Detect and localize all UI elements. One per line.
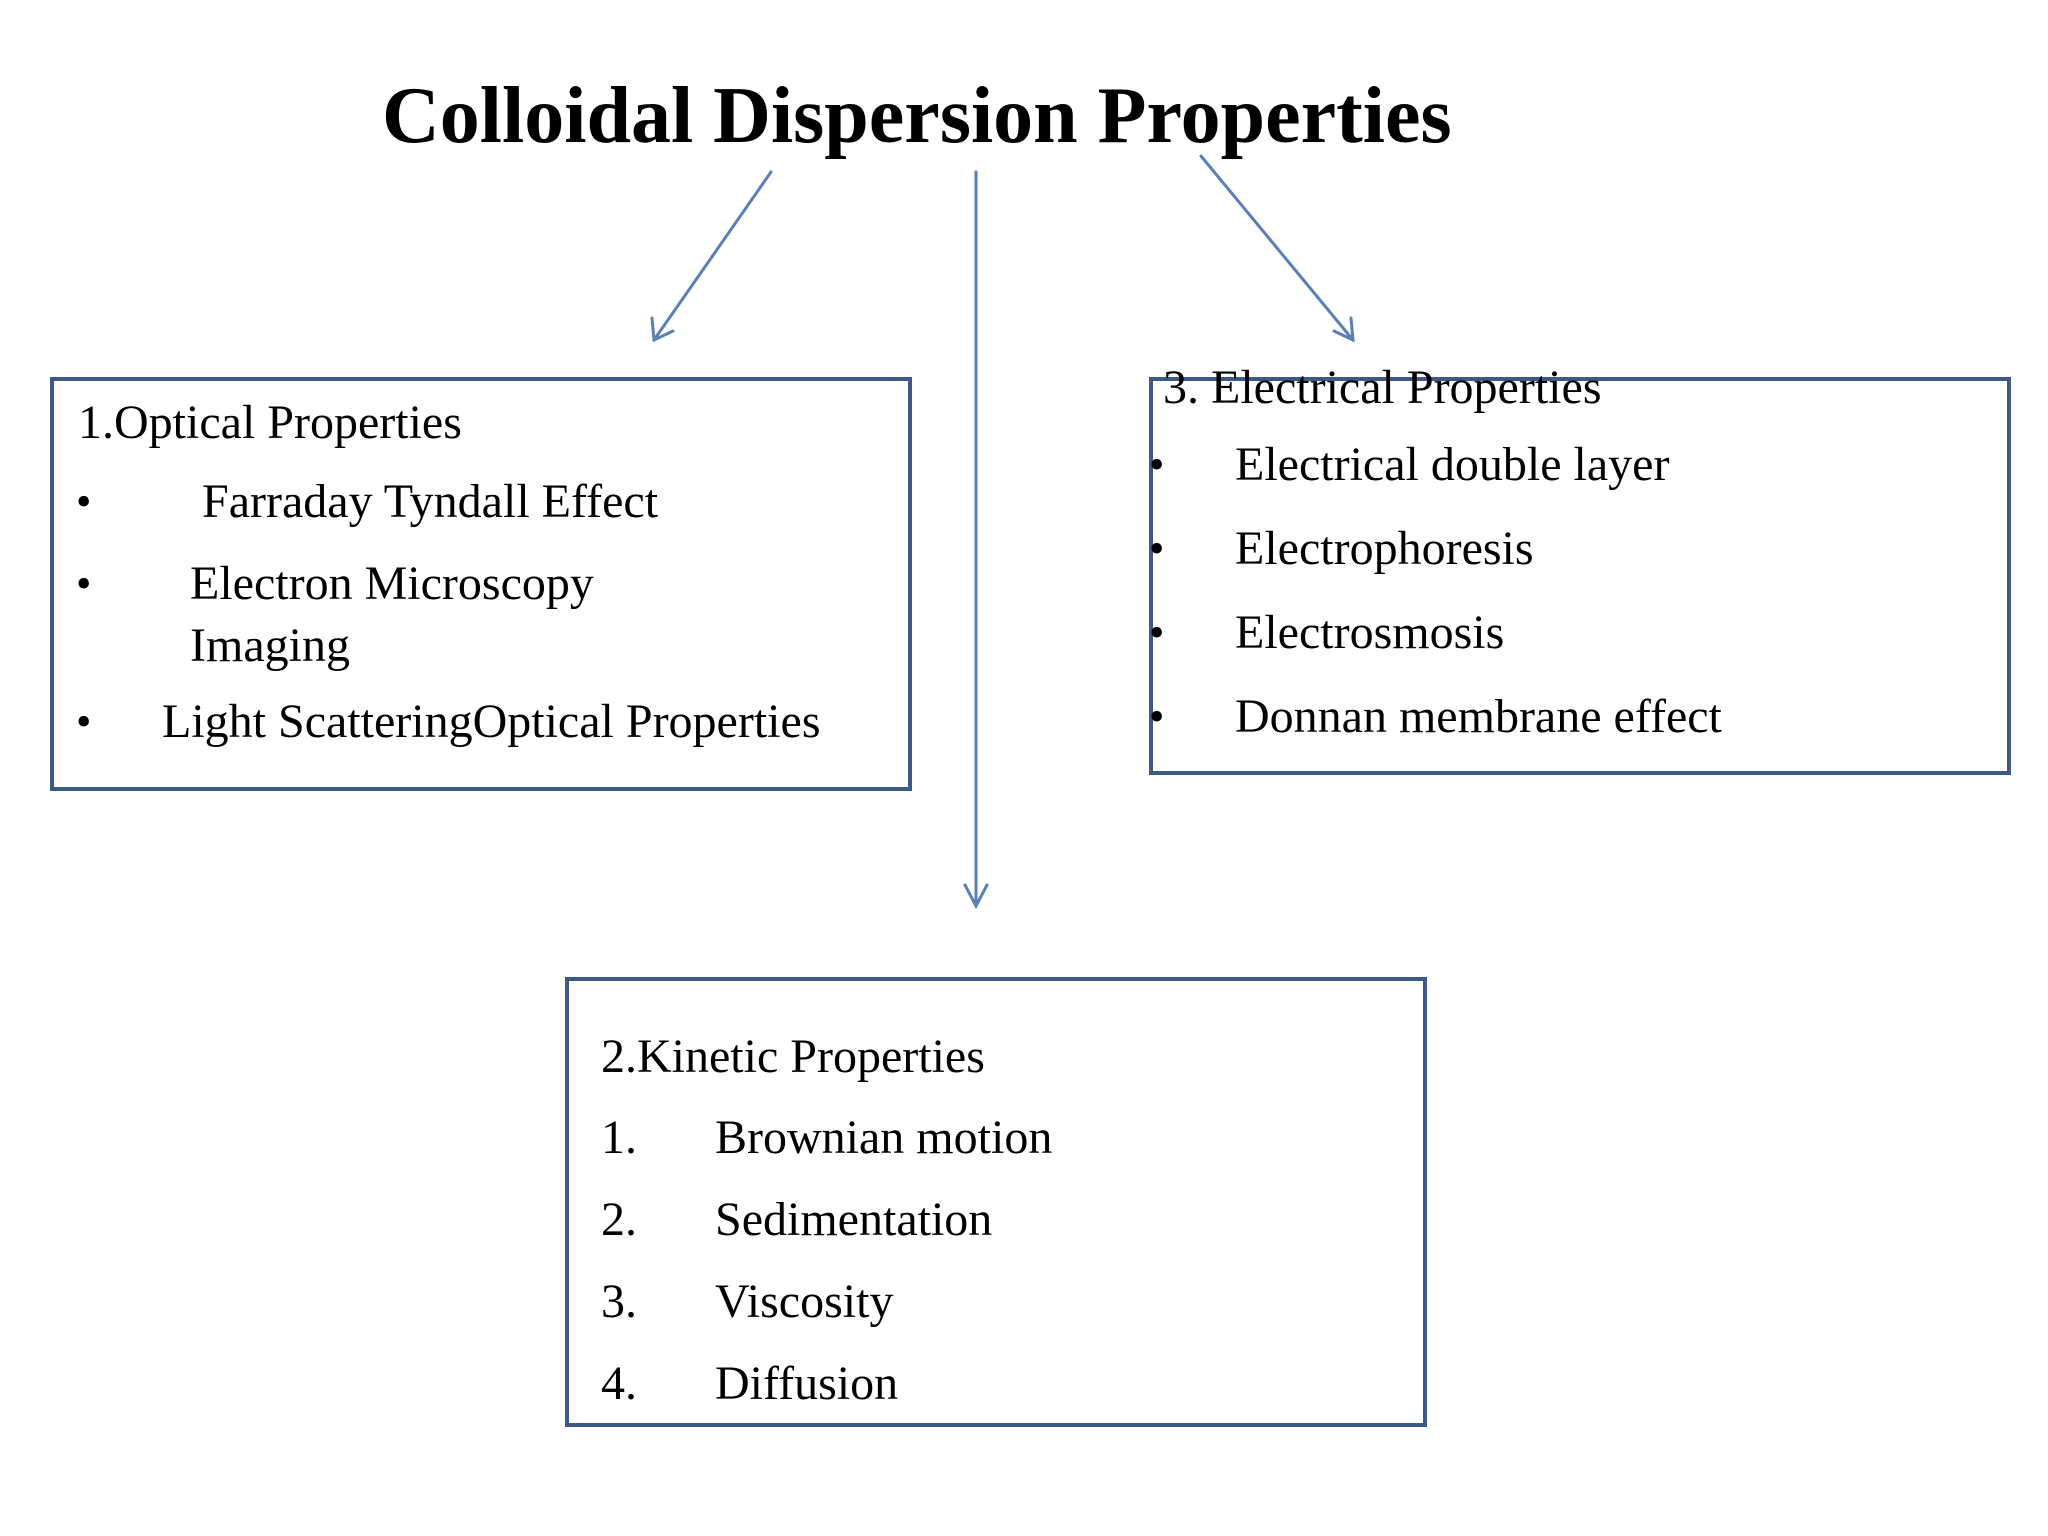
kinetic-item: Brownian motion <box>715 1111 1053 1164</box>
kinetic-item: Sedimentation <box>715 1193 993 1246</box>
number-marker: 3. <box>601 1275 637 1328</box>
optical-item: Farraday Tyndall Effect <box>202 475 659 528</box>
optical-item: Electron Microscopy <box>190 557 594 610</box>
number-marker: 1. <box>601 1111 637 1164</box>
electrical-item: Electrical double layer <box>1235 438 1670 491</box>
bullet-marker: • <box>1149 524 1165 573</box>
electrical-item: Electrosmosis <box>1235 606 1505 659</box>
bullet-marker: • <box>76 559 92 608</box>
bullet-marker: • <box>1149 692 1165 741</box>
bullet-marker: • <box>1149 608 1165 657</box>
kinetic-properties-box <box>565 977 1427 1427</box>
number-marker: 2. <box>601 1193 637 1246</box>
arrow-to-optical <box>652 172 771 340</box>
optical-heading: 1.Optical Properties <box>78 396 462 449</box>
electrical-heading: 3. Electrical Properties <box>1163 361 1602 414</box>
electrical-properties-box <box>1149 361 2011 775</box>
bullet-marker: • <box>76 697 92 746</box>
bullet-marker: • <box>1149 440 1165 489</box>
optical-properties-box <box>50 377 912 791</box>
electrical-item: Electrophoresis <box>1235 522 1534 575</box>
arrow-to-electrical <box>1201 156 1353 340</box>
kinetic-item: Diffusion <box>715 1357 899 1410</box>
diagram-title: Colloidal Dispersion Properties <box>382 72 1452 160</box>
number-marker: 4. <box>601 1357 637 1410</box>
optical-item: Light ScatteringOptical Properties <box>162 695 821 748</box>
kinetic-heading: 2.Kinetic Properties <box>601 1030 985 1083</box>
optical-item-continuation: Imaging <box>190 619 350 672</box>
arrow-to-kinetic <box>965 172 987 906</box>
bullet-marker: • <box>76 477 92 526</box>
electrical-item: Donnan membrane effect <box>1235 690 1722 743</box>
kinetic-item: Viscosity <box>715 1275 894 1328</box>
